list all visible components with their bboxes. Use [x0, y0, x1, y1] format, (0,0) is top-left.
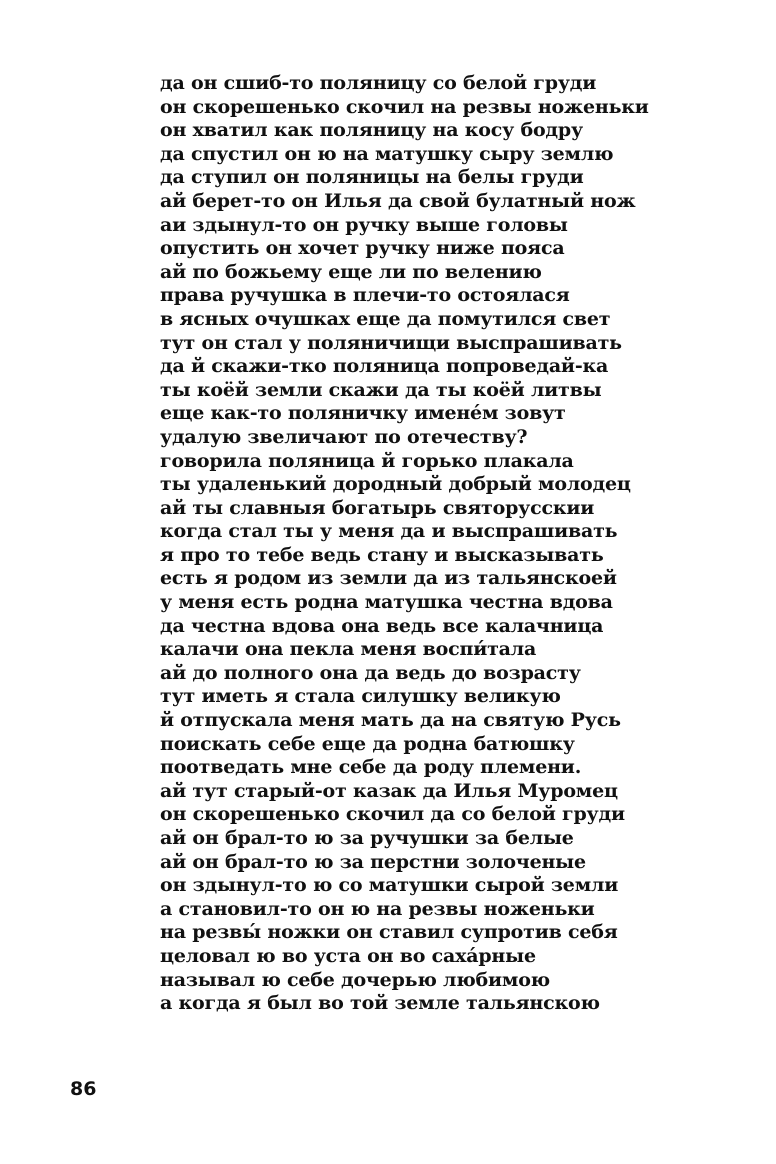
- poem-line: говорила поляница й горько плакала: [160, 449, 574, 472]
- poem-line: я про то тебе ведь стану и высказывать: [160, 543, 604, 566]
- poem-text: [160, 72, 649, 1016]
- poem-line: ай он брал-то ю за перстни золоченые: [160, 850, 586, 873]
- poem-line: права ручушка в плечи-то остоялася: [160, 284, 570, 307]
- poem-line: у меня есть родна матушка честна вдова: [160, 591, 613, 614]
- poem-line: он скорешенько скочил да со белой груди: [160, 803, 625, 826]
- poem-line: да он сшиб-то поляницу со белой груди: [160, 72, 597, 94]
- poem-line: на резвы́ ножки он ставил супротив себя: [160, 921, 618, 944]
- poem-line: есть я родом из земли да из тальянскоей: [160, 567, 617, 590]
- poem-line: поотведать мне себе да роду племени.: [160, 756, 582, 779]
- poem-line: да ступил он поляницы на белы груди: [160, 166, 584, 189]
- poem-line: он хватил как поляницу на косу бодру: [160, 119, 583, 142]
- poem-line: да й скажи-тко поляница попроведай-ка: [160, 355, 609, 378]
- poem-line: поискать себе еще да родна батюшку: [160, 732, 575, 755]
- poem-line: он здынул-то ю со матушки сырой земли: [160, 874, 619, 897]
- poem-line: да спустил он ю на матушку сыру землю: [160, 142, 614, 165]
- poem-line: тут он стал у поляничищи выспрашивать: [160, 331, 622, 354]
- poem-line: называл ю себе дочерью любимою: [160, 968, 550, 991]
- poem-line: ай до полного она да ведь до возрасту: [160, 661, 581, 684]
- poem-line: ай по божьему еще ли по велению: [160, 260, 542, 283]
- page-number: 86: [70, 1078, 97, 1100]
- poem-line: а становил-то он ю на резвы ноженьки: [160, 897, 595, 920]
- poem-line: целовал ю во уста он во саха́рные: [160, 944, 536, 967]
- poem-line: ты коёй земли скажи да ты коёй литвы: [160, 378, 602, 401]
- poem-line: ай берет-то он Илья да свой булатный нож: [160, 189, 636, 212]
- poem-line: опустить он хочет ручку ниже пояса: [160, 237, 565, 260]
- poem-line: когда стал ты у меня да и выспрашивать: [160, 520, 618, 543]
- poem-line: ты удаленький дородный добрый молодец: [160, 473, 631, 496]
- poem-line: й отпускала меня мать да на святую Русь: [160, 709, 621, 732]
- poem-line: ай ты славныя богатырь святорусскии: [160, 496, 595, 519]
- poem-line: ай тут старый-от казак да Илья Муромец: [160, 779, 618, 802]
- poem-line: а когда я был во той земле тальянскою: [160, 992, 600, 1015]
- poem-line: ай он брал-то ю за ручушки за белые: [160, 827, 574, 849]
- poem-line: аи здынул-то он ручку выше головы: [160, 213, 568, 236]
- poem-line: тут иметь я стала силушку великую: [160, 685, 561, 708]
- poem-line: калачи она пекла меня воспи́тала: [160, 638, 537, 661]
- poem-line: он скорешенько скочил на резвы ноженьки: [160, 95, 649, 118]
- poem-line: в ясных очушках еще да помутился свет: [160, 307, 611, 330]
- poem-line: да честна вдова она ведь все калачница: [160, 614, 604, 637]
- poem-line: удалую звеличают по отечеству?: [160, 425, 528, 448]
- poem-line: еще как-то поляничку имене́м зовут: [160, 402, 566, 425]
